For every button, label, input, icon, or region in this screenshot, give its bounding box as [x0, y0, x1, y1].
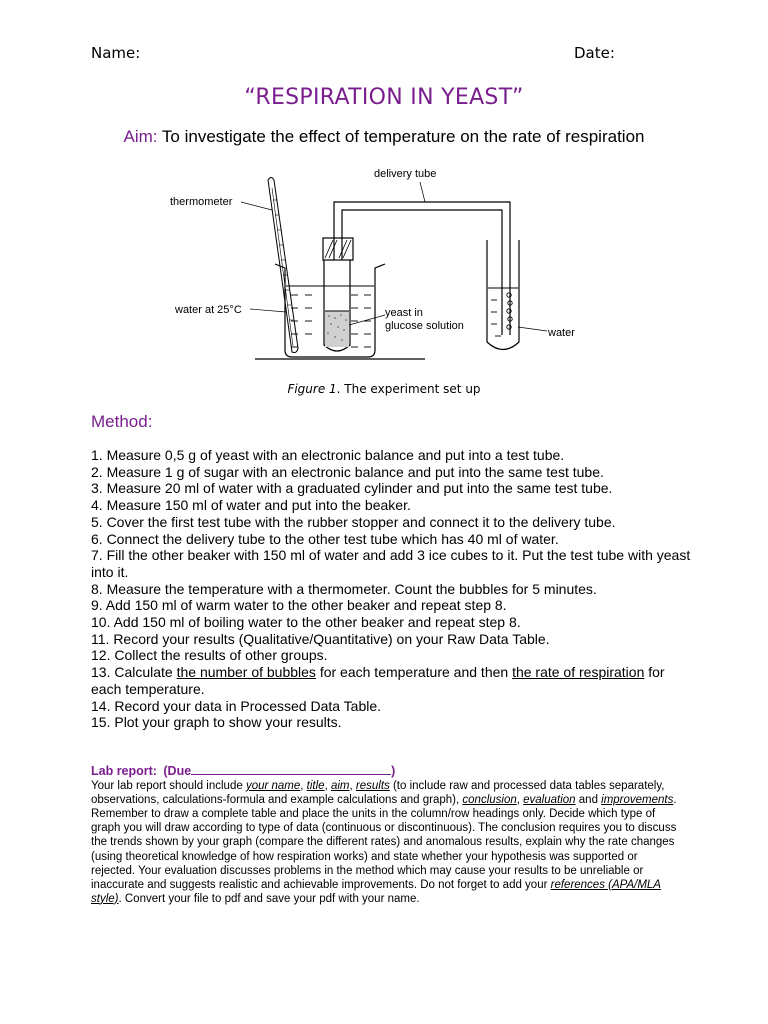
- lr-text: . Remember to draw a complete table and place the units in the column/row headings only. Decide which type of graph you will draw according to type of data (continuous or discontinuous). The conclusion requires you to discuss the trends shown by your graph (compare the different rates) and anomalous results, explain why the rate changes (using theoretical knowledge of how respiration works) and state whether your hypothesis was supported or rejected. Your evaluation discusses problems in the method which may cause your results to be unreliable or inaccurate and suggests realistic and achievable improvements. Do not forget to add your: [91, 794, 677, 891]
- method-step: 14. Record your data in Processed Data Table.: [91, 697, 382, 714]
- lab-report-label: Lab report:: [91, 764, 157, 778]
- due-close: ): [391, 764, 396, 778]
- name-label: Name:: [91, 44, 141, 62]
- figure-caption-text: . The experiment set up: [336, 382, 481, 396]
- aim-line: [0, 127, 768, 147]
- label-thermometer: thermometer: [170, 196, 233, 208]
- lab-report-header: [91, 763, 681, 779]
- method-heading: Method:: [91, 412, 153, 431]
- label-delivery-tube: delivery tube: [374, 168, 437, 180]
- label-water: water: [548, 327, 575, 339]
- lr-keyword: conclusion: [462, 794, 517, 807]
- lr-text: . Convert your file to pdf and save your pdf with your name.: [118, 892, 420, 905]
- method-step: 8. Measure the temperature with a thermometer. Count the bubbles for 5 minutes.: [91, 580, 597, 597]
- method-step: 1. Measure 0,5 g of yeast with an electronic balance and put into a test tube.: [91, 447, 565, 463]
- lr-keyword: title: [306, 780, 325, 793]
- method-step: 9. Add 150 ml of warm water to the other beaker and repeat step 8.: [91, 597, 507, 614]
- leader-delivery-tube: [420, 182, 425, 202]
- leader-thermometer: [241, 202, 272, 210]
- lr-sep: ,: [300, 780, 307, 793]
- lr-keyword: evaluation: [523, 794, 576, 807]
- due-date-blank[interactable]: [191, 763, 391, 775]
- lr-keyword: your name: [245, 780, 301, 793]
- lr-sep: ,: [324, 780, 331, 793]
- method-step: 10. Add 150 ml of boiling water to the other beaker and repeat step 8.: [91, 614, 521, 631]
- step13-middle: for each temperature and then: [315, 664, 513, 681]
- rubber-stopper: [323, 238, 353, 260]
- page-title: “RESPIRATION IN YEAST”: [244, 85, 524, 110]
- lr-keyword: aim: [330, 780, 350, 793]
- lr-sep: ,: [516, 794, 524, 807]
- method-step: 6. Connect the delivery tube to the other test tube which has 40 ml of water.: [91, 530, 559, 547]
- step13-prefix: 13. Calculate: [91, 664, 177, 681]
- label-yeast-line2: glucose solution: [385, 320, 464, 332]
- method-step: 11. Record your results (Qualitative/Quantitative) on your Raw Data Table.: [91, 630, 550, 647]
- figure-caption: [0, 382, 768, 396]
- lab-report-section: [91, 763, 681, 906]
- method-step: 2. Measure 1 g of sugar with an electronic balance and put into the same test tube.: [91, 463, 604, 480]
- method-step: 15. Plot your graph to show your results.: [91, 714, 342, 731]
- lr-text: and: [575, 794, 602, 807]
- method-step: 12. Collect the results of other groups.: [91, 647, 328, 664]
- lr-keyword: references (APA/MLA style): [91, 878, 661, 905]
- method-step-13: [91, 664, 691, 697]
- lr-text: Your lab report should include: [91, 780, 246, 793]
- aim-label: Aim:: [123, 127, 158, 146]
- lr-keyword: results: [355, 780, 390, 793]
- leader-water: [518, 327, 547, 331]
- step13-suffix: for each temperature.: [91, 664, 665, 697]
- figure-caption-prefix: Figure 1: [287, 382, 337, 396]
- collection-water-dashes: [491, 300, 501, 336]
- label-water-temp: water at 25°C: [175, 304, 242, 316]
- leader-yeast: [349, 315, 385, 325]
- method-step: 4. Measure 150 ml of water and put into the beaker.: [91, 497, 411, 514]
- lr-keyword: improvements: [601, 794, 674, 807]
- experiment-diagram: [165, 160, 605, 370]
- method-steps: [91, 447, 691, 731]
- step13-rate-of-respiration: the rate of respiration: [512, 664, 645, 681]
- step13-number-of-bubbles: the number of bubbles: [176, 664, 316, 681]
- lr-sep: ,: [349, 780, 356, 793]
- method-step: 7. Fill the other beaker with 150 ml of water and add 3 ice cubes to it. Put the test tube with yeast into it.: [91, 547, 691, 580]
- method-step: 5. Cover the first test tube with the rubber stopper and connect it to the delivery tube.: [91, 513, 616, 530]
- due-open: (Due: [163, 764, 192, 778]
- leader-water-temp: [250, 309, 286, 312]
- method-step: 3. Measure 20 ml of water with a graduated cylinder and put into the same test tube.: [91, 480, 613, 497]
- lr-text: (to include raw and processed data tables separately, observations, calculations-formula and example calculations and graph),: [91, 780, 665, 807]
- collection-test-tube: [487, 240, 519, 350]
- lab-report-body: [91, 779, 681, 906]
- label-yeast-line1: yeast in: [385, 307, 423, 319]
- date-label: Date:: [574, 44, 615, 62]
- thermometer: [268, 178, 298, 353]
- aim-text: To investigate the effect of temperature on the rate of respiration: [161, 127, 645, 146]
